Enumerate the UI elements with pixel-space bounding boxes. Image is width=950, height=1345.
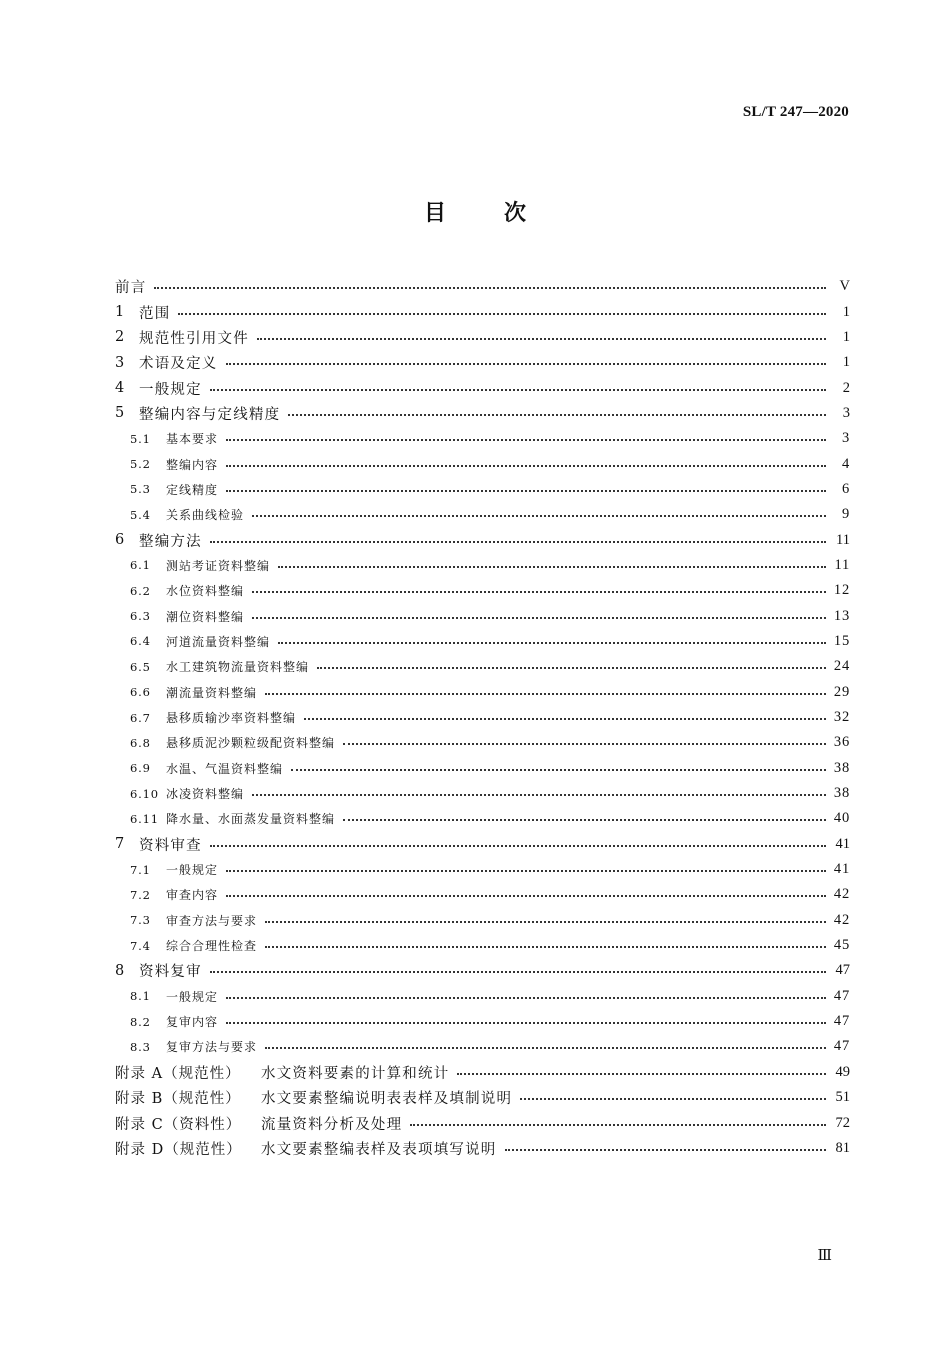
toc-appendix-entry[interactable] bbox=[115, 1085, 850, 1110]
toc-entry[interactable] bbox=[115, 375, 850, 400]
toc-entry[interactable] bbox=[115, 477, 850, 502]
toc-entry-page: 6 bbox=[841, 480, 850, 497]
toc-entry-title: 资料复审 bbox=[139, 964, 202, 981]
appendix-label: 附录 D（规范性） bbox=[115, 1141, 242, 1158]
toc-entry-number: 6.1 bbox=[130, 558, 151, 573]
toc-entry[interactable] bbox=[115, 984, 850, 1009]
toc-entry-page: V bbox=[839, 278, 850, 295]
toc-entry-title: 规范性引用文件 bbox=[139, 330, 249, 347]
toc-entry-title: 悬移质泥沙颗粒级配资料整编 bbox=[166, 736, 336, 751]
toc-entry-title: 基本要求 bbox=[166, 432, 219, 447]
toc-entry[interactable] bbox=[115, 299, 850, 324]
toc-entry-page: 1 bbox=[842, 354, 850, 371]
toc-entry-title: 一般规定 bbox=[166, 989, 219, 1004]
dot-leader bbox=[343, 743, 826, 745]
appendix-label: 附录 B（规范性） bbox=[115, 1091, 241, 1108]
toc-entry-page: 3 bbox=[842, 404, 850, 421]
dot-leader bbox=[226, 997, 826, 999]
toc-entry[interactable] bbox=[115, 527, 850, 552]
toc-entry-title: 关系曲线检验 bbox=[166, 508, 245, 523]
toc-entry-page: 47 bbox=[833, 1038, 850, 1055]
toc-entry-page: 47 bbox=[835, 962, 850, 979]
toc-entry-title: 整编方法 bbox=[139, 533, 202, 550]
toc-entry[interactable] bbox=[115, 578, 850, 603]
toc-entry-page: 13 bbox=[833, 607, 850, 624]
toc-entry[interactable] bbox=[115, 502, 850, 527]
toc-entry[interactable] bbox=[115, 325, 850, 350]
toc-entry-number: 7.1 bbox=[130, 862, 151, 877]
toc-entry[interactable] bbox=[115, 350, 850, 375]
toc-entry[interactable] bbox=[115, 882, 850, 907]
toc-entry-number: 7 bbox=[115, 836, 125, 853]
toc-entry-page: 4 bbox=[841, 455, 850, 472]
toc-entry-number: 8.3 bbox=[130, 1039, 151, 1054]
toc-entry-title: 水工建筑物流量资料整编 bbox=[166, 660, 310, 675]
toc-entry-number: 3 bbox=[115, 354, 125, 371]
toc-entry-title: 复审内容 bbox=[166, 1015, 219, 1030]
appendix-page: 51 bbox=[835, 1089, 850, 1106]
page-number: Ⅲ bbox=[817, 1248, 832, 1264]
toc-entry-page: 24 bbox=[833, 658, 850, 675]
dot-leader bbox=[210, 541, 826, 543]
toc-entry-page: 2 bbox=[842, 379, 850, 396]
appendix-page: 49 bbox=[835, 1063, 850, 1080]
toc-entry[interactable] bbox=[115, 451, 850, 476]
toc-entry-number: 6.4 bbox=[130, 634, 151, 649]
toc-entry[interactable] bbox=[115, 756, 850, 781]
toc-entry-number: 5.1 bbox=[130, 431, 151, 446]
toc-entry-page: 38 bbox=[833, 785, 850, 802]
dot-leader bbox=[278, 642, 826, 644]
toc-entry[interactable] bbox=[115, 730, 850, 755]
dot-leader bbox=[278, 566, 826, 568]
toc-entry-number: 1 bbox=[115, 304, 125, 321]
toc-appendix-entry[interactable] bbox=[115, 1060, 850, 1085]
standard-code: SL/T 247—2020 bbox=[742, 104, 849, 120]
toc-entry-number: 5.2 bbox=[130, 457, 151, 472]
toc-entry-title: 测站考证资料整编 bbox=[166, 558, 271, 573]
dot-leader bbox=[226, 490, 826, 492]
dot-leader bbox=[317, 667, 826, 669]
page-title: 目次 bbox=[423, 201, 584, 226]
table-of-contents bbox=[115, 274, 850, 1161]
toc-entry-page: 45 bbox=[833, 937, 850, 954]
dot-leader bbox=[257, 338, 826, 340]
toc-entry-title: 一般规定 bbox=[139, 381, 202, 398]
dot-leader bbox=[265, 946, 826, 948]
toc-entry[interactable] bbox=[115, 274, 850, 299]
toc-entry-number: 7.2 bbox=[130, 887, 151, 902]
toc-entry-title: 综合合理性检查 bbox=[166, 939, 258, 954]
toc-entry-title: 资料审查 bbox=[139, 837, 202, 854]
toc-entry-title: 审查内容 bbox=[166, 888, 219, 903]
dot-leader bbox=[291, 769, 826, 771]
dot-leader bbox=[154, 287, 826, 289]
toc-entry-page: 11 bbox=[834, 556, 850, 573]
dot-leader bbox=[520, 1098, 826, 1100]
dot-leader bbox=[226, 1022, 826, 1024]
toc-entry-number: 5.3 bbox=[130, 482, 151, 497]
toc-entry[interactable] bbox=[115, 806, 850, 831]
toc-entry[interactable] bbox=[115, 629, 850, 654]
toc-entry-page: 1 bbox=[842, 303, 850, 320]
toc-entry-number: 6.3 bbox=[130, 609, 151, 624]
toc-entry-title: 一般规定 bbox=[166, 863, 219, 878]
toc-entry[interactable] bbox=[115, 933, 850, 958]
toc-entry-page: 47 bbox=[833, 987, 850, 1004]
appendix-title: 水文要素整编表样及表项填写说明 bbox=[261, 1141, 497, 1158]
toc-entry-page: 9 bbox=[841, 506, 850, 523]
toc-entry-title: 水位资料整编 bbox=[166, 584, 245, 599]
appendix-title: 流量资料分析及处理 bbox=[261, 1116, 403, 1133]
dot-leader bbox=[178, 313, 826, 315]
toc-entry-number: 6.9 bbox=[130, 761, 151, 776]
toc-entry-number: 6.6 bbox=[130, 685, 151, 700]
dot-leader bbox=[252, 794, 826, 796]
toc-entry-page: 47 bbox=[833, 1013, 850, 1030]
toc-entry-number: 6.10 bbox=[130, 786, 159, 801]
toc-entry[interactable] bbox=[115, 680, 850, 705]
toc-entry[interactable] bbox=[115, 908, 850, 933]
dot-leader bbox=[252, 591, 826, 593]
toc-entry[interactable] bbox=[115, 1034, 850, 1059]
toc-entry[interactable] bbox=[115, 426, 850, 451]
toc-entry[interactable] bbox=[115, 401, 850, 426]
toc-entry-page: 3 bbox=[841, 430, 850, 447]
dot-leader bbox=[304, 718, 826, 720]
toc-appendix-entry[interactable] bbox=[115, 1136, 850, 1161]
toc-entry-title: 复审方法与要求 bbox=[166, 1040, 258, 1055]
dot-leader bbox=[457, 1073, 826, 1075]
toc-entry-number: 5.4 bbox=[130, 507, 151, 522]
toc-entry-number: 8.2 bbox=[130, 1014, 151, 1029]
toc-entry[interactable] bbox=[115, 781, 850, 806]
dot-leader bbox=[265, 1047, 826, 1049]
toc-entry-page: 12 bbox=[833, 582, 850, 599]
appendix-page: 72 bbox=[835, 1114, 850, 1131]
toc-entry-page: 15 bbox=[833, 632, 850, 649]
dot-leader bbox=[288, 414, 826, 416]
toc-entry-number: 6 bbox=[115, 532, 125, 549]
dot-leader bbox=[226, 363, 827, 365]
toc-entry-number: 8 bbox=[115, 962, 125, 979]
dot-leader bbox=[343, 819, 826, 821]
toc-entry-page: 42 bbox=[833, 886, 850, 903]
toc-entry[interactable] bbox=[115, 705, 850, 730]
toc-entry-title: 潮位资料整编 bbox=[166, 609, 245, 624]
toc-entry-title: 水温、气温资料整编 bbox=[166, 761, 284, 776]
toc-entry-title: 审查方法与要求 bbox=[166, 913, 258, 928]
toc-entry-number: 6.7 bbox=[130, 710, 151, 725]
dot-leader bbox=[505, 1149, 827, 1151]
toc-entry-number: 6.2 bbox=[130, 583, 151, 598]
toc-entry-title: 整编内容与定线精度 bbox=[139, 406, 281, 423]
toc-entry-title: 潮流量资料整编 bbox=[166, 685, 258, 700]
toc-entry-page: 38 bbox=[833, 759, 850, 776]
dot-leader bbox=[265, 921, 826, 923]
toc-entry-number: 6.11 bbox=[130, 811, 159, 826]
toc-entry-page: 32 bbox=[833, 709, 850, 726]
toc-entry-page: 36 bbox=[833, 734, 850, 751]
toc-entry-number: 4 bbox=[115, 380, 125, 397]
toc-entry-page: 41 bbox=[835, 835, 850, 852]
toc-entry-number: 7.4 bbox=[130, 938, 151, 953]
appendix-label: 附录 C（资料性） bbox=[115, 1116, 242, 1133]
toc-entry-page: 1 bbox=[842, 328, 850, 345]
toc-entry[interactable] bbox=[115, 1009, 850, 1034]
dot-leader bbox=[265, 693, 826, 695]
appendix-page: 81 bbox=[835, 1139, 850, 1156]
appendix-title: 水文要素整编说明表表样及填制说明 bbox=[261, 1091, 513, 1108]
dot-leader bbox=[252, 617, 826, 619]
toc-entry[interactable] bbox=[115, 958, 850, 983]
dot-leader bbox=[410, 1124, 826, 1126]
toc-appendix-entry[interactable] bbox=[115, 1110, 850, 1135]
toc-entry-title: 降水量、水面蒸发量资料整编 bbox=[166, 812, 336, 827]
toc-entry[interactable] bbox=[115, 603, 850, 628]
toc-entry-number: 8.1 bbox=[130, 989, 151, 1004]
dot-leader bbox=[252, 515, 826, 517]
toc-entry-title: 定线精度 bbox=[166, 482, 219, 497]
toc-entry-title: 悬移质输沙率资料整编 bbox=[166, 711, 297, 726]
toc-entry-title: 前言 bbox=[115, 280, 147, 297]
dot-leader bbox=[210, 845, 826, 847]
toc-entry-title: 范围 bbox=[139, 305, 171, 322]
dot-leader bbox=[226, 439, 826, 441]
toc-entry-page: 40 bbox=[833, 810, 850, 827]
toc-entry-title: 冰凌资料整编 bbox=[166, 787, 245, 802]
toc-entry[interactable] bbox=[115, 654, 850, 679]
toc-entry-number: 2 bbox=[115, 329, 125, 346]
toc-entry-page: 41 bbox=[833, 861, 850, 878]
dot-leader bbox=[226, 870, 826, 872]
toc-entry-number: 6.8 bbox=[130, 735, 151, 750]
toc-entry[interactable] bbox=[115, 857, 850, 882]
dot-leader bbox=[210, 389, 826, 391]
toc-entry[interactable] bbox=[115, 553, 850, 578]
dot-leader bbox=[226, 895, 826, 897]
toc-entry[interactable] bbox=[115, 832, 850, 857]
toc-entry-number: 5 bbox=[115, 405, 125, 422]
toc-entry-title: 术语及定义 bbox=[139, 356, 218, 373]
toc-entry-title: 河道流量资料整编 bbox=[166, 634, 271, 649]
toc-entry-title: 整编内容 bbox=[166, 457, 219, 472]
dot-leader bbox=[226, 465, 826, 467]
appendix-title: 水文资料要素的计算和统计 bbox=[261, 1065, 450, 1082]
toc-entry-number: 6.5 bbox=[130, 659, 151, 674]
dot-leader bbox=[210, 971, 826, 973]
toc-entry-page: 42 bbox=[833, 911, 850, 928]
toc-entry-page: 29 bbox=[833, 683, 850, 700]
toc-entry-page: 11 bbox=[836, 531, 850, 548]
toc-entry-number: 7.3 bbox=[130, 913, 151, 928]
appendix-label: 附录 A（规范性） bbox=[115, 1065, 241, 1082]
